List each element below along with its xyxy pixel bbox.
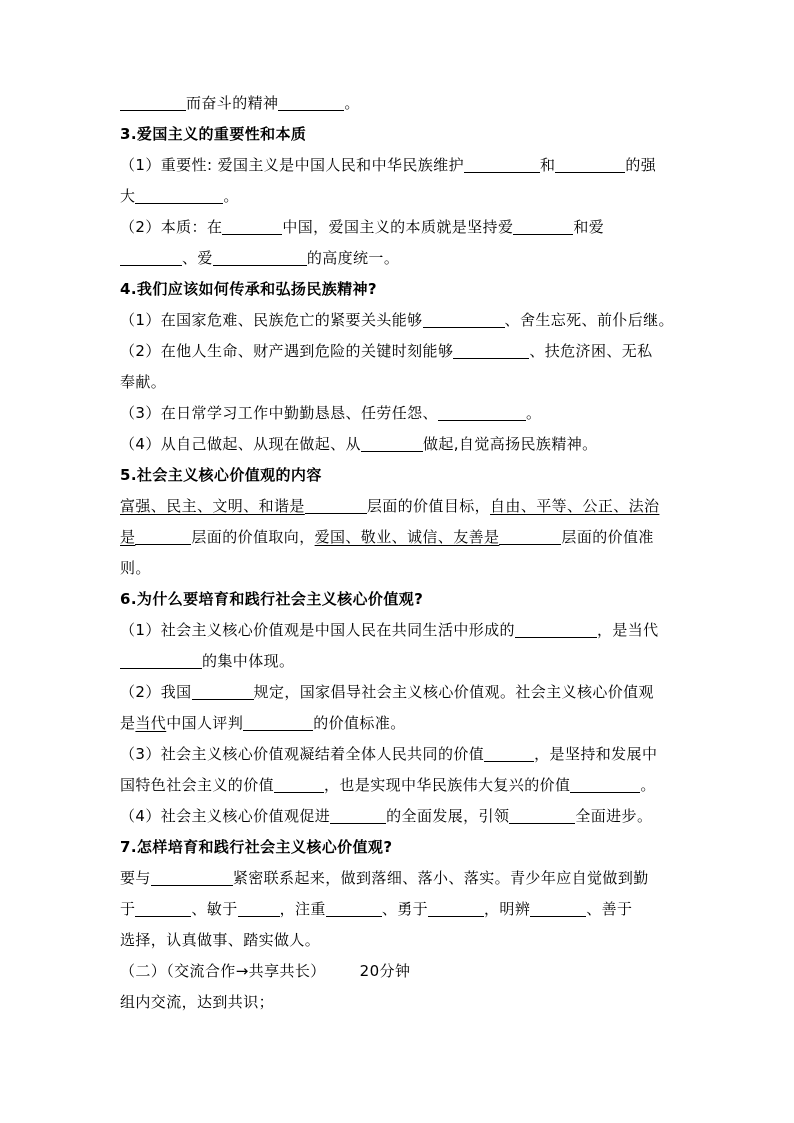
text: 、舍生忘死、前仆后继。 — [504, 311, 674, 329]
fill-blank[interactable] — [484, 744, 534, 762]
text: 、敏于 — [191, 900, 238, 918]
fill-blank[interactable] — [330, 806, 386, 824]
section-heading-3: 3.爱国主义的重要性和本质 — [120, 125, 307, 143]
fill-blank[interactable] — [326, 899, 382, 917]
section-heading-7: 7.怎样培育和践行社会主义核心价值观? — [120, 838, 393, 856]
text: ，也是实现中华民族伟大复兴的价值 — [324, 776, 571, 794]
fill-blank[interactable] — [278, 93, 344, 111]
fill-blank[interactable] — [555, 155, 625, 173]
text-line-6-1b — [120, 646, 680, 677]
text-line-4-2 — [120, 336, 680, 367]
text: （2）我国 — [120, 683, 192, 701]
text: 自由、平等、公正、法治 — [490, 497, 660, 515]
text: 规定，国家倡导社会主义核心价值观。社会主义核心价值观 — [253, 683, 654, 701]
text-line-3-2 — [120, 212, 680, 243]
text-line-1 — [120, 88, 680, 119]
fill-blank[interactable] — [423, 310, 505, 328]
text-line-4-2b: 奉献。 — [120, 373, 167, 391]
text: 做起,自觉高扬民族精神。 — [422, 435, 598, 453]
text: 当代 — [135, 714, 167, 732]
fill-blank[interactable] — [192, 682, 254, 700]
text: 20分钟 — [359, 962, 411, 980]
text: 的全面发展，引领 — [386, 807, 510, 825]
text-line-6-3 — [120, 739, 680, 770]
text: （2）本质：在 — [120, 218, 223, 236]
text-line-6-3b — [120, 770, 680, 801]
fill-blank[interactable] — [120, 651, 202, 669]
text: 中国人评判 — [166, 714, 244, 732]
text: （二）（交流合作→共享共长） — [120, 962, 326, 980]
text: （1）在国家危难、民族危亡的紧要关头能够 — [120, 311, 423, 329]
fill-blank[interactable] — [120, 93, 186, 111]
text: （1）重要性: 爱国主义是中国人民和中华民族维护 — [120, 156, 464, 174]
text: 和 — [539, 156, 556, 174]
text: 的集中体现。 — [202, 652, 295, 670]
text: 和爱 — [573, 218, 605, 236]
text-line-7-1 — [120, 863, 680, 894]
text: （3）社会主义核心价值观凝结着全体人民共同的价值 — [120, 745, 485, 763]
text: 层面的价值取向， — [191, 528, 315, 546]
text: 。 — [525, 404, 542, 422]
text-line-4-4 — [120, 429, 680, 460]
text: 层面的价值准 — [561, 528, 654, 546]
text: 而奋斗的精神 — [186, 94, 279, 112]
fill-blank[interactable] — [513, 217, 573, 235]
fill-blank[interactable] — [238, 899, 280, 917]
text: 的高度统一。 — [306, 249, 400, 267]
fill-blank[interactable] — [243, 713, 313, 731]
text: 中国，爱国主义的本质就是坚持爱 — [282, 218, 514, 236]
text-line-6-2b — [120, 708, 680, 739]
text: 富强、民主、文明、和谐是 — [120, 497, 305, 515]
text: 是 — [120, 528, 136, 546]
text-line-6-4 — [120, 801, 680, 832]
text: 、勇于 — [381, 900, 429, 918]
text: 、善于 — [586, 900, 633, 918]
text-line-7-3: 选择，认真做事、踏实做人。 — [120, 931, 321, 949]
text: 的强 — [625, 156, 657, 174]
fill-blank[interactable] — [428, 899, 484, 917]
text: ，注重 — [279, 900, 326, 918]
fill-blank[interactable] — [120, 248, 182, 266]
fill-blank[interactable] — [530, 899, 586, 917]
text-line-3-2b — [120, 243, 680, 274]
fill-blank[interactable] — [515, 620, 597, 638]
fill-blank[interactable] — [361, 434, 423, 452]
text: 的价值标准。 — [313, 714, 406, 732]
text-line-4-3 — [120, 398, 680, 429]
text-line-6-2 — [120, 677, 680, 708]
text: 、扶危济困、无私 — [529, 342, 653, 360]
fill-blank[interactable] — [570, 775, 640, 793]
fill-blank[interactable] — [453, 341, 529, 359]
text-line-5-2 — [120, 522, 680, 553]
text-line-3-1 — [120, 150, 680, 181]
fill-blank[interactable] — [509, 806, 575, 824]
fill-blank[interactable] — [213, 248, 307, 266]
text-line-7-2 — [120, 894, 680, 925]
text: 于 — [120, 900, 136, 918]
text: ，明辨 — [484, 900, 531, 918]
section-heading-6: 6.为什么要培育和践行社会主义核心价值观? — [120, 590, 424, 608]
fill-blank[interactable] — [464, 155, 540, 173]
text: （4）社会主义核心价值观促进 — [120, 807, 331, 825]
text: （2）在他人生命、财产遇到危险的关键时刻能够 — [120, 342, 454, 360]
text-line-5-1 — [120, 491, 680, 522]
text-line-3-1b — [120, 181, 680, 212]
text: 全面进步。 — [575, 807, 653, 825]
text: 大 — [120, 187, 136, 205]
text: 。 — [344, 94, 360, 112]
text-line-5-3: 则。 — [120, 559, 151, 577]
text: 是 — [120, 714, 136, 732]
fill-blank[interactable] — [222, 217, 282, 235]
fill-blank[interactable] — [305, 496, 367, 514]
text-line-4-1 — [120, 305, 680, 336]
text: （4）从自己做起、从现在做起、从 — [120, 435, 361, 453]
fill-blank[interactable] — [135, 899, 191, 917]
section-heading-5: 5.社会主义核心价值观的内容 — [120, 466, 322, 484]
text-line-last: 组内交流，达到共识； — [120, 993, 275, 1011]
text: （1）社会主义核心价值观是中国人民在共同生活中形成的 — [120, 621, 515, 639]
fill-blank[interactable] — [135, 527, 191, 545]
fill-blank[interactable] — [499, 527, 561, 545]
text: 国特色社会主义的价值 — [120, 776, 275, 794]
text: 层面的价值目标， — [366, 497, 491, 515]
section-heading-4: 4.我们应该如何传承和弘扬民族精神? — [120, 280, 378, 298]
text-line-6-1 — [120, 615, 680, 646]
text: 。 — [223, 187, 239, 205]
text: ，是坚持和发展中 — [534, 745, 658, 763]
text: 紧密联系起来，做到落细、落小、落实。青少年应自觉做到勤 — [232, 869, 649, 887]
fill-blank[interactable] — [135, 186, 223, 204]
text: 要与 — [120, 869, 151, 887]
text: 。 — [640, 776, 656, 794]
text: （3）在日常学习工作中勤勤恳恳、任劳任怨、 — [120, 404, 438, 422]
part-two-heading — [120, 956, 680, 987]
fill-blank[interactable] — [274, 775, 324, 793]
text: 爱国、敬业、诚信、友善是 — [314, 528, 500, 546]
fill-blank[interactable] — [438, 403, 526, 421]
worksheet-page — [120, 88, 680, 1018]
text: 、爱 — [182, 249, 213, 267]
fill-blank[interactable] — [151, 868, 233, 886]
text: ，是当代 — [596, 621, 659, 639]
